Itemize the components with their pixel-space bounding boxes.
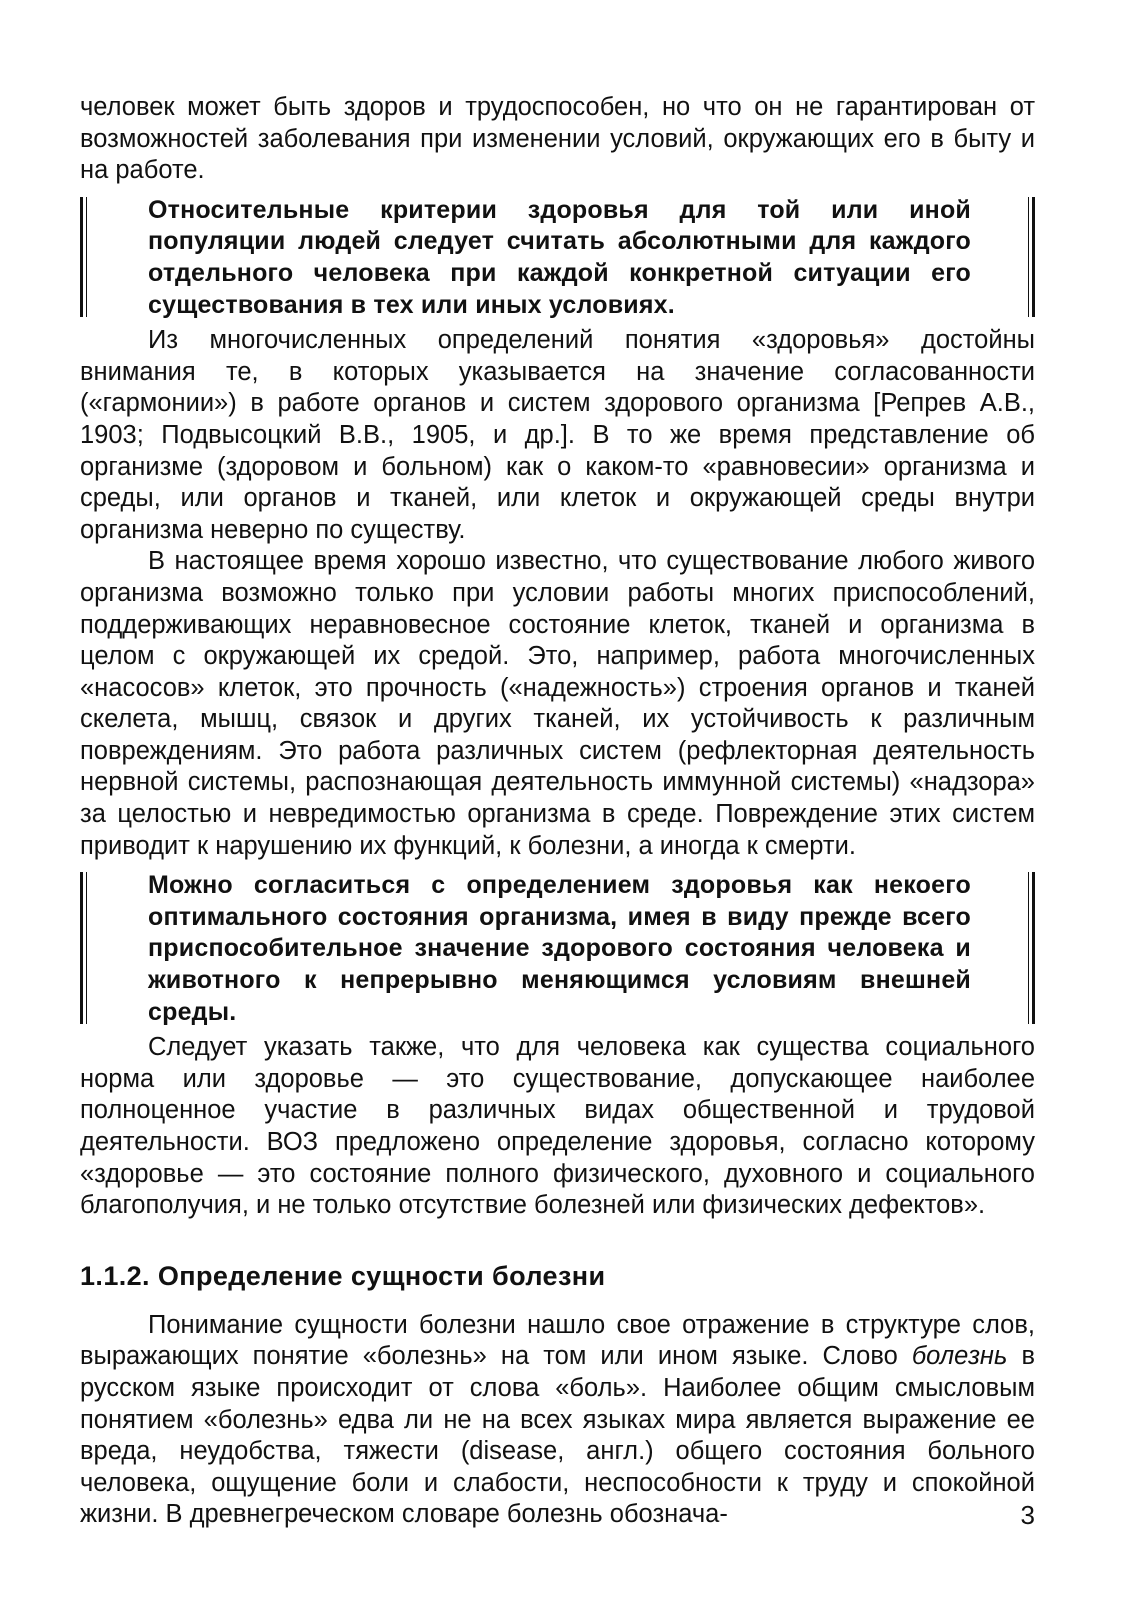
callout-block-2 <box>80 870 1035 1028</box>
paragraph-4: Следует указать также, что для человека как существа социального норма или здоровье — это существование, допускающее наиболее полноценное участие в различных видах общественной и трудовой деятельности. ВОЗ предложено определение здоровья, согласно которому «здоровье — это состояние полного физического, духовного и социального благополучия, и не только отсутствие болезней или физических дефектов». <box>80 1033 1035 1220</box>
callout-left-rule <box>80 872 83 1024</box>
paragraph-5-part-1: Понимание сущности болезни нашло свое отражение в структуре слов, выражающих понятие «болезнь» на том или ином языке. Слово <box>80 1310 1035 1371</box>
paragraph-5 <box>80 1310 1035 1531</box>
paragraph-3: В настоящее время хорошо известно, что существование любого живого организма возможно только при условии работы многих приспособлений, поддерживающих неравновесное состояние клеток, тканей и организма в целом с окружающей их средой. Это, например, работа многочисленных «насосов» клеток, это прочность («надежность») строения органов и тканей скелета, мышц, связок и других тканей, их устойчивость к различным повреждениям. Это работа различных систем (рефлекторная деятельность нервной системы, распознающая деятельность иммунной системы) «надзора» за целостью и невредимостью организма в среде. Повреждение этих систем приводит к нарушению их функций, к болезни, а иногда к смерти. <box>80 547 1035 860</box>
callout-right-rule <box>1032 872 1035 1024</box>
section-heading: 1.1.2. Определение сущности болезни <box>80 1260 606 1291</box>
page-content <box>80 92 1035 1531</box>
callout-left-rule-thin <box>86 872 87 1024</box>
callout-text-2: Можно согласиться с определением здоровья как некоего оптимального состояния организма, имея в виду прежде всего приспособительное значение здорового состояния человека и животного к непрерывно меняющимся условиям внешней среды. <box>148 871 971 1026</box>
paragraph-1: человек может быть здоров и трудоспособен, но что он не гарантирован от возможностей заболевания при изменении условий, окружающих его в быту и на работе. <box>80 93 1035 185</box>
callout-right-rule-thin <box>1028 872 1029 1024</box>
callout-right-rule-thin <box>1028 197 1029 317</box>
paragraph-2: Из многочисленных определений понятия «здоровья» достойны внимания те, в которых указывается на значение согласованности («гармонии») в работе органов и систем здорового организма [Репрев А.В., 1903; Подвысоцкий В.В., 1905, и др.]. В то же время представление об организме (здоровом и больном) как о каком-то «равновесии» организма и среды, или органов и тканей, или клеток и окружающей среды внутри организма неверно по существу. <box>80 326 1035 544</box>
paragraph-5-emphasis: болезнь <box>911 1342 1008 1371</box>
callout-block-1 <box>80 195 1035 321</box>
callout-text-1: Относительные критерии здоровья для той или иной популяции людей следует считать абсолютными для каждого отдельного человека при каждой конкретной ситуации его существования в тех или иных условиях. <box>148 195 971 319</box>
page-number: 3 <box>1020 1500 1035 1530</box>
paragraph-5-part-2: в русском языке происходит от слова «боль». Наиболее общим смысловым понятием «болезнь» едва ли не на всех языках мира является выражение ее вреда, неудобства, тяжести (disease, англ.) общего состояния больного человека, ощущение боли и слабости, неспособности к труду и спокойной жизни. В древнегреческом словаре болезнь обознача- <box>80 1342 1035 1529</box>
callout-left-rule-thin <box>86 197 87 317</box>
callout-right-rule <box>1032 197 1035 317</box>
callout-left-rule <box>80 197 83 317</box>
